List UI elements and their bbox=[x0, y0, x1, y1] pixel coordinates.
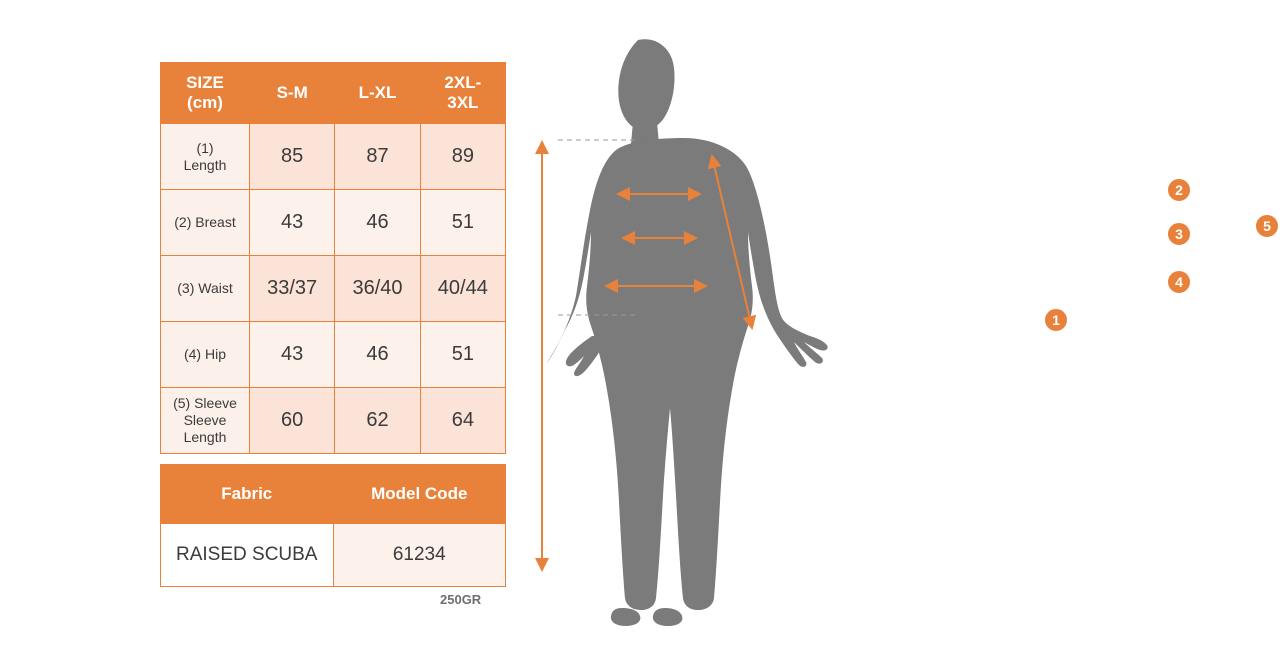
row-label-hip bbox=[161, 322, 250, 388]
row-label-length-line2: Length bbox=[183, 156, 227, 173]
size-unit-header-line1: SIZE bbox=[186, 73, 224, 93]
badge-1: 1 bbox=[1043, 307, 1069, 333]
row-label-sleeve-line1: (5) Sleeve bbox=[173, 395, 237, 412]
cell-length-2xl3xl: 89 bbox=[420, 124, 505, 190]
cell-breast-lxl: 46 bbox=[335, 190, 420, 256]
row-label-breast-line1: (2) Breast bbox=[174, 214, 236, 231]
size-unit-header bbox=[161, 63, 250, 124]
size-column-header-lxl: L-XL bbox=[335, 63, 420, 124]
cell-sleeve-lxl: 62 bbox=[335, 388, 420, 454]
cell-sleeve-2xl3xl: 64 bbox=[420, 388, 505, 454]
table-row bbox=[161, 190, 506, 256]
table-row bbox=[161, 256, 506, 322]
row-label-waist bbox=[161, 256, 250, 322]
size-unit-header-line2: (cm) bbox=[187, 93, 223, 112]
fabric-info-table bbox=[160, 464, 506, 587]
cell-sleeve-sm: 60 bbox=[250, 388, 335, 454]
cell-hip-sm: 43 bbox=[250, 322, 335, 388]
cell-hip-2xl3xl: 51 bbox=[420, 322, 505, 388]
cell-breast-2xl3xl: 51 bbox=[420, 190, 505, 256]
badge-5: 5 bbox=[1254, 213, 1280, 239]
row-label-length bbox=[161, 124, 250, 190]
size-chart-header-row bbox=[161, 63, 506, 124]
cell-waist-sm: 33/37 bbox=[250, 256, 335, 322]
row-label-sleeve-line2: Sleeve bbox=[183, 412, 227, 429]
model-code-value: 61234 bbox=[333, 524, 506, 587]
size-column-header-2xl3xl-line1: 2XL- bbox=[444, 73, 482, 93]
table-row bbox=[161, 388, 506, 454]
table-row bbox=[161, 124, 506, 190]
fabric-weight-note: 250GR bbox=[440, 592, 482, 607]
row-label-sleeve-line3: Length bbox=[183, 428, 227, 445]
size-chart-body bbox=[161, 124, 506, 454]
table-row bbox=[161, 322, 506, 388]
female-silhouette-icon bbox=[546, 39, 828, 626]
cell-hip-lxl: 46 bbox=[335, 322, 420, 388]
row-label-length-line1: (1) bbox=[196, 139, 214, 156]
cell-breast-sm: 43 bbox=[250, 190, 335, 256]
fabric-header-row bbox=[161, 465, 506, 524]
row-label-breast bbox=[161, 190, 250, 256]
badge-2: 2 bbox=[1166, 177, 1192, 203]
fabric-value: RAISED SCUBA bbox=[161, 524, 334, 587]
cell-length-lxl: 87 bbox=[335, 124, 420, 190]
size-chart-table bbox=[160, 62, 506, 454]
badge-4: 4 bbox=[1166, 269, 1192, 295]
fabric-header: Fabric bbox=[161, 465, 334, 524]
size-column-header-2xl3xl-line2: 3XL bbox=[447, 93, 479, 112]
size-column-header-sm: S-M bbox=[250, 63, 335, 124]
badge-3: 3 bbox=[1166, 221, 1192, 247]
cell-waist-lxl: 36/40 bbox=[335, 256, 420, 322]
row-label-waist-line1: (3) Waist bbox=[177, 280, 233, 297]
size-column-header-2xl3xl bbox=[420, 63, 505, 124]
model-code-header: Model Code bbox=[333, 465, 506, 524]
row-label-sleeve-length bbox=[161, 388, 250, 454]
fabric-value-row bbox=[161, 524, 506, 587]
cell-length-sm: 85 bbox=[250, 124, 335, 190]
measurement-figure bbox=[520, 10, 1271, 650]
cell-waist-2xl3xl: 40/44 bbox=[420, 256, 505, 322]
row-label-hip-line1: (4) Hip bbox=[183, 346, 226, 363]
